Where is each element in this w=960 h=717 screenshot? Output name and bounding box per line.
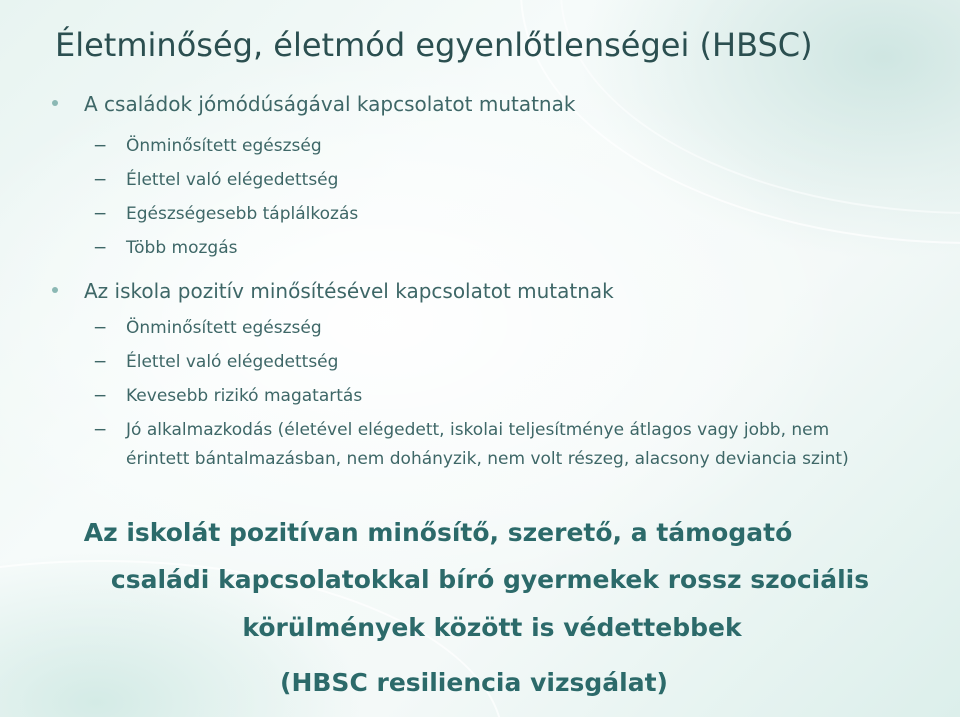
dash-icon: − <box>93 318 108 338</box>
bullet-dot-icon <box>52 287 58 293</box>
sub-item <box>93 170 339 190</box>
bullet-text: A családok jómódúságával kapcsolatot mutatnak <box>84 92 576 116</box>
sub-item <box>93 416 866 474</box>
sub-item-text: Több mozgás <box>126 238 238 258</box>
emphasis-line: körülmények között is védettebbek <box>242 613 742 642</box>
sub-item <box>93 352 339 372</box>
sub-item-text: Kevesebb rizikó magatartás <box>126 386 363 406</box>
bullet-item <box>84 279 614 303</box>
dash-icon: − <box>93 170 108 190</box>
bullet-text: Az iskola pozitív minősítésével kapcsolatot mutatnak <box>84 279 614 303</box>
sub-item <box>93 204 359 224</box>
dash-icon: − <box>93 238 108 258</box>
dash-icon: − <box>93 420 108 440</box>
sub-item <box>93 318 322 338</box>
sub-item-text: Jó alkalmazkodás (életével elégedett, iskolai teljesítménye átlagos vagy jobb, nem érintett bántalmazásban, nem dohányzik, nem volt részeg, alacsony deviancia szint) <box>126 420 849 469</box>
emphasis-line: családi kapcsolatokkal bíró gyermekek rossz szociális <box>110 565 870 594</box>
sub-item <box>93 238 238 258</box>
sub-item-text: Élettel való elégedettség <box>126 170 339 190</box>
sub-item-text: Egészségesebb táplálkozás <box>126 204 359 224</box>
dash-icon: − <box>93 352 108 372</box>
slide-title: Életminőség, életmód egyenlőtlenségei (HBSC) <box>55 26 813 64</box>
sub-item-text: Önminősített egészség <box>126 136 322 156</box>
sub-item-text: Élettel való elégedettség <box>126 352 339 372</box>
bullet-dot-icon <box>52 100 58 106</box>
sub-item-text: Önminősített egészség <box>126 318 322 338</box>
bullet-item <box>84 92 575 116</box>
dash-icon: − <box>93 204 108 224</box>
sub-item <box>93 136 322 156</box>
emphasis-line: Az iskolát pozitívan minősítő, szerető, a támogató <box>83 518 793 547</box>
dash-icon: − <box>93 136 108 156</box>
emphasis-line: (HBSC resiliencia vizsgálat) <box>280 668 668 697</box>
dash-icon: − <box>93 386 108 406</box>
sub-item <box>93 386 363 406</box>
